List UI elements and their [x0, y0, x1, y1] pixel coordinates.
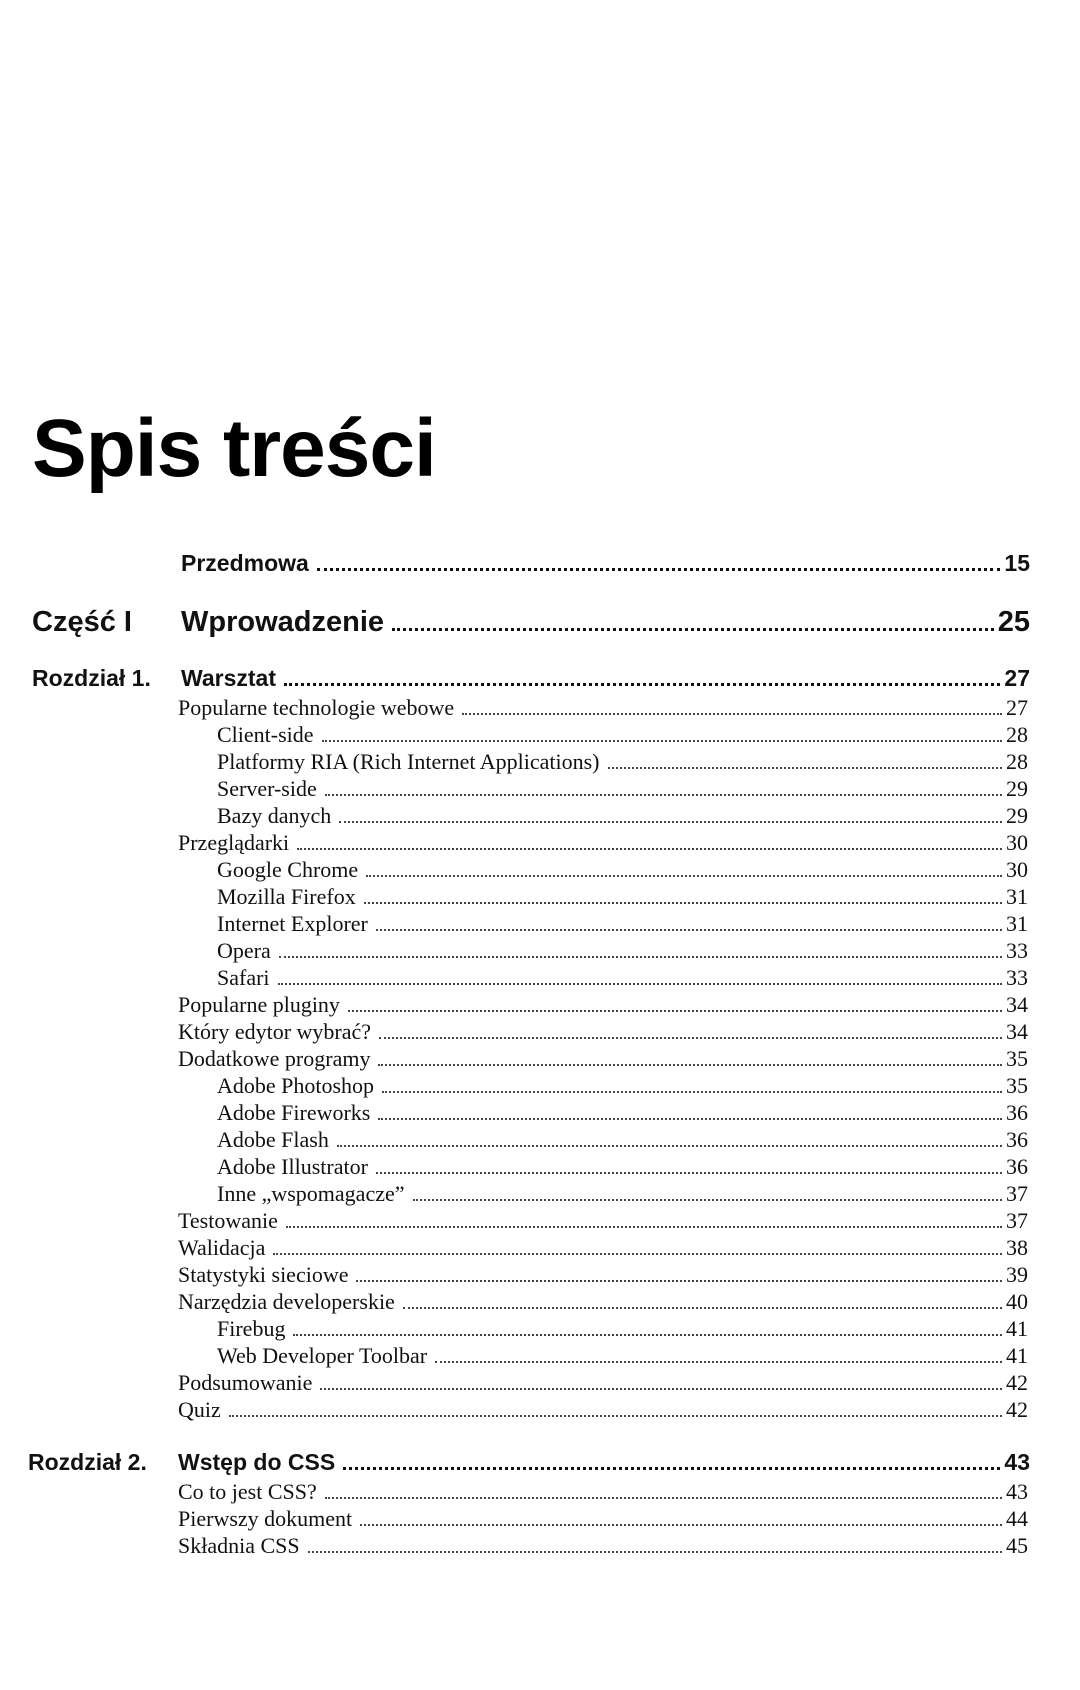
toc-leader-dots	[382, 1091, 1002, 1093]
toc-part-label: Rozdział 1.	[32, 665, 151, 691]
toc-entry-row	[178, 994, 1028, 1016]
toc-leader-dots	[317, 568, 1001, 571]
toc-page-number: 37	[1006, 1208, 1028, 1233]
toc-entry-title: Popularne technologie webowe	[178, 695, 455, 720]
toc-chapter-row	[178, 1451, 1030, 1475]
toc-leader-dots	[337, 1145, 1002, 1147]
toc-leader-dots	[356, 1280, 1002, 1282]
toc-page-number: 38	[1006, 1235, 1028, 1260]
toc-entry-row	[178, 1264, 1028, 1286]
toc-entry-title: Dodatkowe programy	[178, 1046, 371, 1071]
toc-entry-row	[178, 1237, 1028, 1259]
toc-page-number: 15	[1004, 550, 1030, 576]
toc-leader-dots	[293, 1334, 1002, 1336]
toc-chapter-row	[181, 667, 1030, 691]
toc-leader-dots	[413, 1199, 1002, 1201]
toc-entry-title: Przeglądarki	[178, 830, 290, 855]
toc-entry-title: Adobe Photoshop	[217, 1073, 375, 1098]
toc-page-number: 27	[1006, 695, 1028, 720]
toc-leader-dots	[376, 1172, 1002, 1174]
toc-page-number: 40	[1006, 1289, 1028, 1314]
toc-entry-title: Quiz	[178, 1397, 221, 1422]
toc-page-number: 41	[1006, 1316, 1028, 1341]
toc-page-number: 34	[1006, 992, 1028, 1017]
toc-entry-title: Inne „wspomagacze”	[217, 1181, 405, 1206]
toc-page-number: 29	[1006, 803, 1028, 828]
toc-leader-dots	[364, 902, 1002, 904]
toc-leader-dots	[278, 983, 1002, 985]
toc-page-number: 29	[1006, 776, 1028, 801]
toc-page-number: 37	[1006, 1181, 1028, 1206]
toc-chapter-row	[181, 552, 1030, 576]
toc-page-number: 44	[1006, 1506, 1028, 1531]
toc-leader-dots	[360, 1524, 1002, 1526]
toc-entry-row	[217, 805, 1028, 827]
toc-entry-row	[178, 697, 1028, 719]
toc-chapter-row	[181, 608, 1030, 637]
toc-entry-title: Internet Explorer	[217, 911, 368, 936]
toc-entry-row	[178, 1535, 1028, 1557]
toc-leader-dots	[379, 1037, 1002, 1039]
toc-page-number: 31	[1006, 911, 1028, 936]
toc-entry-row	[217, 886, 1028, 908]
toc-entry-row	[178, 1372, 1028, 1394]
toc-entry-row	[217, 1102, 1028, 1124]
toc-entry-title: Opera	[217, 938, 271, 963]
toc-entry-title: Firebug	[217, 1316, 286, 1341]
toc-entry-row	[217, 913, 1028, 935]
toc-entry-title: Bazy danych	[217, 803, 332, 828]
toc-entry-title: Web Developer Toolbar	[217, 1343, 428, 1368]
toc-entry-row	[178, 1481, 1028, 1503]
toc-leader-dots	[343, 1467, 1000, 1470]
toc-entry-title: Popularne pluginy	[178, 992, 340, 1017]
toc-entry-row	[217, 1129, 1028, 1151]
toc-leader-dots	[325, 794, 1002, 796]
toc-leader-dots	[273, 1253, 1002, 1255]
toc-leader-dots	[286, 1226, 1002, 1228]
toc-entry-title: Który edytor wybrać?	[178, 1019, 372, 1044]
toc-page-number: 42	[1006, 1370, 1028, 1395]
toc-leader-dots	[297, 848, 1002, 850]
toc-leader-dots	[403, 1307, 1002, 1309]
toc-leader-dots	[376, 929, 1002, 931]
toc-page-number: 43	[1004, 1449, 1030, 1475]
toc-page-number: 39	[1006, 1262, 1028, 1287]
toc-page-number: 34	[1006, 1019, 1028, 1044]
toc-entry-row	[178, 832, 1028, 854]
toc-entry-row	[217, 967, 1028, 989]
toc-leader-dots	[322, 740, 1002, 742]
toc-page-number: 31	[1006, 884, 1028, 909]
toc-entry-row	[217, 778, 1028, 800]
toc-entry-row	[178, 1508, 1028, 1530]
toc-entry-title: Testowanie	[178, 1208, 278, 1233]
toc-page-number: 28	[1006, 722, 1028, 747]
toc-leader-dots	[608, 767, 1003, 769]
page-title: Spis treści	[32, 403, 436, 494]
toc-page-number: 35	[1006, 1073, 1028, 1098]
toc-entry-title: Wstęp do CSS	[178, 1449, 336, 1475]
toc-page-number: 45	[1006, 1533, 1028, 1558]
toc-page-number: 33	[1006, 965, 1028, 990]
toc-entry-title: Wprowadzenie	[181, 606, 385, 638]
toc-leader-dots	[279, 956, 1002, 958]
toc-entry-row	[217, 751, 1028, 773]
toc-leader-dots	[366, 875, 1002, 877]
toc-leader-dots	[378, 1064, 1002, 1066]
toc-entry-title: Adobe Fireworks	[217, 1100, 371, 1125]
toc-page-number: 30	[1006, 830, 1028, 855]
toc-page-number: 30	[1006, 857, 1028, 882]
toc-leader-dots	[325, 1497, 1002, 1499]
toc-entry-title: Składnia CSS	[178, 1533, 300, 1558]
toc-entry-title: Co to jest CSS?	[178, 1479, 317, 1504]
toc-entry-row	[178, 1399, 1028, 1421]
toc-leader-dots	[320, 1388, 1002, 1390]
toc-page-number: 36	[1006, 1100, 1028, 1125]
toc-page-number: 42	[1006, 1397, 1028, 1422]
toc-page-number: 36	[1006, 1127, 1028, 1152]
toc-page-number: 28	[1006, 749, 1028, 774]
toc-entry-title: Przedmowa	[181, 550, 309, 576]
toc-entry-title: Podsumowanie	[178, 1370, 313, 1395]
toc-entry-title: Mozilla Firefox	[217, 884, 356, 909]
toc-part-label: Część I	[32, 606, 132, 638]
toc-page-number: 35	[1006, 1046, 1028, 1071]
toc-entry-title: Walidacja	[178, 1235, 266, 1260]
toc-entry-row	[178, 1291, 1028, 1313]
toc-entry-title: Warsztat	[181, 665, 276, 691]
toc-entry-title: Safari	[217, 965, 270, 990]
toc-leader-dots	[229, 1415, 1002, 1417]
toc-entry-row	[217, 1156, 1028, 1178]
toc-entry-row	[217, 724, 1028, 746]
toc-leader-dots	[348, 1010, 1002, 1012]
toc-entry-row	[178, 1048, 1028, 1070]
toc-page-number: 33	[1006, 938, 1028, 963]
toc-entry-row	[217, 940, 1028, 962]
toc-leader-dots	[392, 628, 994, 631]
toc-entry-title: Narzędzia developerskie	[178, 1289, 395, 1314]
toc-entry-row	[217, 1318, 1028, 1340]
toc-entry-title: Google Chrome	[217, 857, 359, 882]
toc-page-number: 36	[1006, 1154, 1028, 1179]
toc-leader-dots	[308, 1551, 1002, 1553]
toc-leader-dots	[339, 821, 1002, 823]
toc-leader-dots	[378, 1118, 1002, 1120]
toc-entry-row	[217, 859, 1028, 881]
toc-entry-title: Server-side	[217, 776, 317, 801]
toc-part-label: Rozdział 2.	[28, 1449, 147, 1475]
toc-entry-row	[217, 1075, 1028, 1097]
toc-entry-row	[178, 1210, 1028, 1232]
toc-leader-dots	[284, 683, 1000, 686]
toc-page-number: 41	[1006, 1343, 1028, 1368]
toc-entry-row	[217, 1345, 1028, 1367]
toc-entry-title: Client-side	[217, 722, 314, 747]
toc-leader-dots	[462, 713, 1002, 715]
toc-page-number: 25	[997, 606, 1030, 638]
toc-entry-title: Pierwszy dokument	[178, 1506, 353, 1531]
toc-entry-row	[178, 1021, 1028, 1043]
toc-entry-title: Adobe Illustrator	[217, 1154, 368, 1179]
toc-leader-dots	[435, 1361, 1002, 1363]
toc-entry-row	[217, 1183, 1028, 1205]
toc-page-number: 27	[1004, 665, 1030, 691]
toc-entry-title: Statystyki sieciowe	[178, 1262, 349, 1287]
toc-entry-title: Platformy RIA (Rich Internet Applications)	[217, 749, 600, 774]
toc-page-number: 43	[1006, 1479, 1028, 1504]
toc-entry-title: Adobe Flash	[217, 1127, 329, 1152]
